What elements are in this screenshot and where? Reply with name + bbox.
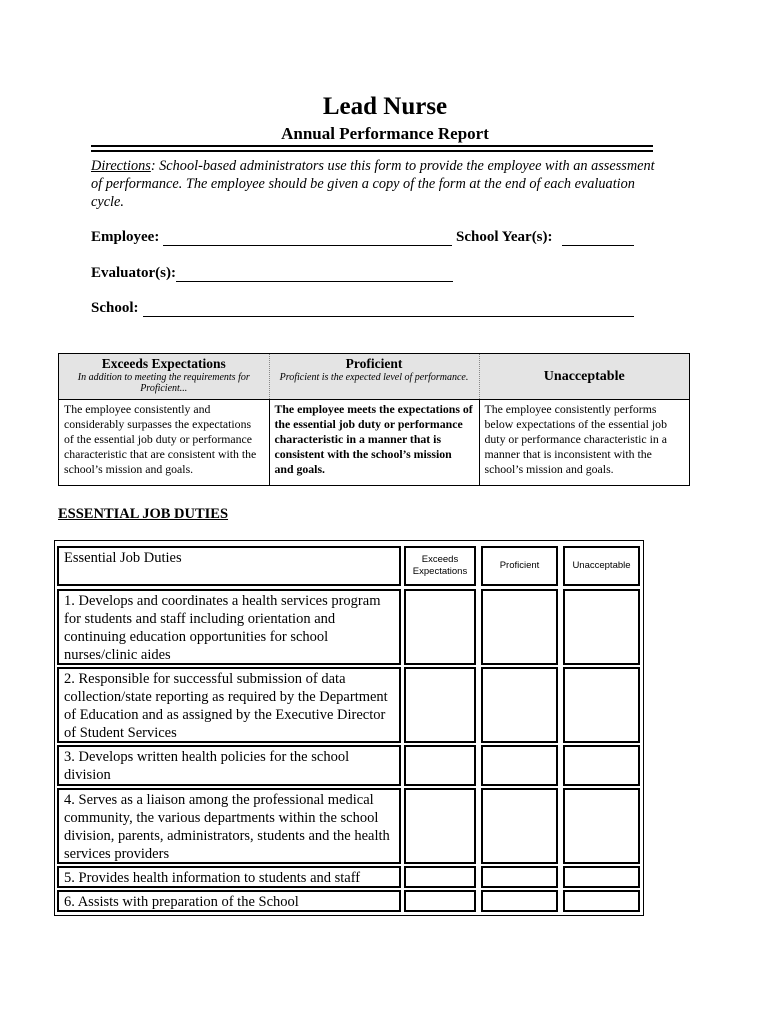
school-field[interactable] bbox=[143, 316, 634, 317]
school-year-field[interactable] bbox=[562, 245, 634, 246]
duty-5-unacceptable-checkbox[interactable] bbox=[563, 866, 640, 888]
directions-label: Directions bbox=[91, 158, 151, 174]
exceeds-note: In addition to meeting the requirements for Proficient... bbox=[77, 372, 250, 394]
duty-3-unacceptable-checkbox[interactable] bbox=[563, 745, 640, 786]
duty-4-proficient-checkbox[interactable] bbox=[481, 788, 558, 864]
duty-2-exceeds-checkbox[interactable] bbox=[404, 667, 476, 743]
proficient-title: Proficient bbox=[345, 356, 403, 371]
duty-3-proficient-checkbox[interactable] bbox=[481, 745, 558, 786]
directions-paragraph bbox=[91, 157, 661, 211]
duty-6-proficient-checkbox[interactable] bbox=[481, 890, 558, 912]
evaluators-field[interactable] bbox=[176, 281, 453, 282]
duties-column-header: Essential Job Duties bbox=[57, 546, 401, 586]
employee-label: Employee: bbox=[91, 229, 160, 245]
section-heading: ESSENTIAL JOB DUTIES bbox=[58, 506, 229, 522]
title-divider bbox=[91, 145, 653, 152]
duty-item-2: 2. Responsible for successful submission of data collection/state reporting as required by the Department of Education and as assigned by the Executive Director of Student Services bbox=[57, 667, 401, 743]
employee-field[interactable] bbox=[163, 245, 452, 246]
directions-text: : School-based administrators use this form to provide the employee with an assessment of performance. The employee should be given a copy of the form at the end of each evaluation cycle. bbox=[91, 158, 655, 210]
exceeds-column-header: Exceeds Expectations bbox=[404, 546, 476, 586]
proficient-note: Proficient is the expected level of performance. bbox=[279, 372, 469, 383]
proficient-header bbox=[269, 354, 479, 400]
duty-2-unacceptable-checkbox[interactable] bbox=[563, 667, 640, 743]
exceeds-header bbox=[59, 354, 269, 400]
duty-item-6: 6. Assists with preparation of the School bbox=[57, 890, 401, 912]
school-year-label: School Year(s): bbox=[456, 229, 553, 245]
duty-item-3: 3. Develops written health policies for the school division bbox=[57, 745, 401, 786]
duties-table bbox=[54, 540, 644, 916]
rating-scale-table bbox=[58, 353, 690, 486]
duty-4-exceeds-checkbox[interactable] bbox=[404, 788, 476, 864]
school-label: School: bbox=[91, 300, 139, 316]
duty-1-proficient-checkbox[interactable] bbox=[481, 589, 558, 665]
page-subtitle: Annual Performance Report bbox=[281, 124, 489, 143]
exceeds-title: Exceeds Expectations bbox=[101, 356, 226, 371]
duty-item-5: 5. Provides health information to students and staff bbox=[57, 866, 401, 888]
duty-5-proficient-checkbox[interactable] bbox=[481, 866, 558, 888]
unacceptable-description: The employee consistently performs below expectations of the essential job duty or performance characteristic in a manner that is inconsistent with the school’s mission and goals. bbox=[479, 400, 689, 486]
unacceptable-header: Unacceptable bbox=[479, 354, 689, 400]
exceeds-description: The employee consistently and considerably surpasses the expectations of the essential job duty or performance characteristic that are consistent with the school’s mission and goals. bbox=[64, 402, 257, 476]
duty-1-unacceptable-checkbox[interactable] bbox=[563, 589, 640, 665]
evaluators-label: Evaluator(s): bbox=[91, 265, 176, 281]
unacceptable-column-header: Unacceptable bbox=[563, 546, 640, 586]
duty-5-exceeds-checkbox[interactable] bbox=[404, 866, 476, 888]
duty-4-unacceptable-checkbox[interactable] bbox=[563, 788, 640, 864]
duty-item-4: 4. Serves as a liaison among the professional medical community, the various departments within the school division, parents, administrators, students and the health services providers bbox=[57, 788, 401, 864]
duty-1-exceeds-checkbox[interactable] bbox=[404, 589, 476, 665]
proficient-description: The employee meets the expectations of the essential job duty or performance characteristic in a manner that is consistent with the school’s mission and goals. bbox=[269, 400, 479, 486]
duty-6-unacceptable-checkbox[interactable] bbox=[563, 890, 640, 912]
duty-6-exceeds-checkbox[interactable] bbox=[404, 890, 476, 912]
duty-3-exceeds-checkbox[interactable] bbox=[404, 745, 476, 786]
page-title: Lead Nurse bbox=[322, 93, 448, 120]
duty-2-proficient-checkbox[interactable] bbox=[481, 667, 558, 743]
duty-item-1: 1. Develops and coordinates a health services program for students and staff including orientation and continuing education opportunities for school nurses/clinic aides bbox=[57, 589, 401, 665]
proficient-column-header: Proficient bbox=[481, 546, 558, 586]
